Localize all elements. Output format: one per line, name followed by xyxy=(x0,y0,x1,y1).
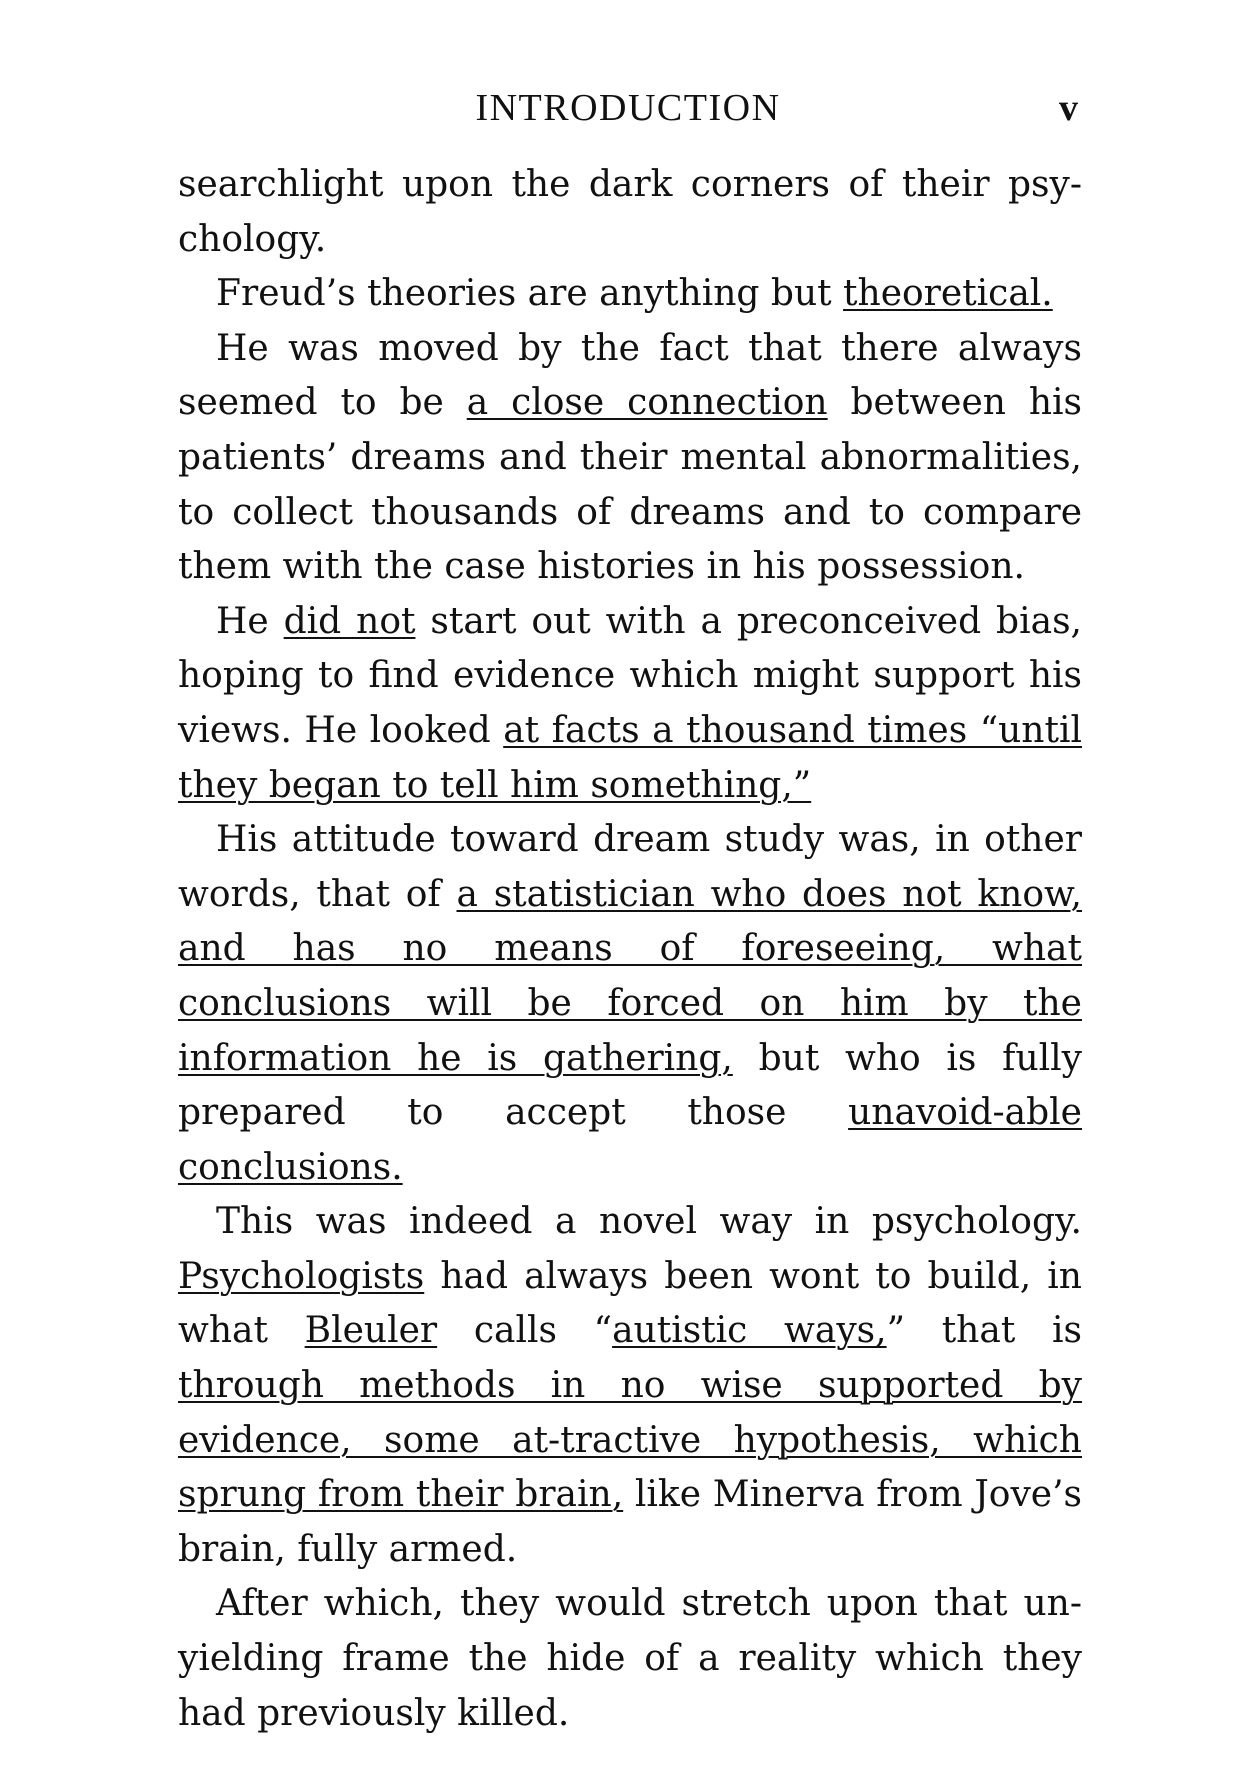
underlined-text: Bleuler xyxy=(304,1310,438,1352)
underlined-text: did not xyxy=(283,600,416,642)
paragraph xyxy=(178,1577,1082,1741)
underlined-text: at facts a thousand times “until they began to tell him something,” xyxy=(178,709,1082,806)
paragraph xyxy=(178,158,1082,267)
page-number: v xyxy=(1059,87,1078,129)
underlined-text: Psychologists xyxy=(178,1255,425,1297)
running-title: INTRODUCTION xyxy=(475,87,781,129)
underlined-text: theoretical. xyxy=(843,273,1053,315)
paragraph xyxy=(178,322,1082,595)
underlined-text: a statistician who does not know, and has no means of foreseeing, what conclusions will be forced on him by the information he is gathering, xyxy=(178,873,1082,1079)
paragraph xyxy=(178,267,1082,322)
text-segment: but who is fully prepared to accept those xyxy=(178,1037,1082,1134)
underlined-text: autistic ways, xyxy=(612,1310,887,1352)
text-segment: ” that is xyxy=(886,1310,1082,1352)
text-segment: Freud’s theories are anything but xyxy=(216,273,844,315)
text-segment: calls “ xyxy=(437,1310,613,1352)
text-segment: like Minerva from Jove’s brain, fully armed. xyxy=(178,1474,1083,1570)
text-segment: searchlight upon the dark corners of their psy-chology. xyxy=(178,164,1082,260)
text-segment: He xyxy=(216,600,284,642)
text-segment: He was moved by the fact that there always seemed to be xyxy=(178,327,1082,424)
underlined-text: unavoid-able conclusions. xyxy=(178,1092,1082,1188)
paragraph xyxy=(178,1195,1082,1577)
text-segment: between his patients’ dreams and their mental abnormalities, to collect thousands of dreams and to compare them with the case histories in his possession. xyxy=(178,382,1082,588)
paragraph xyxy=(178,595,1082,813)
underlined-text: a close connection xyxy=(466,382,828,424)
text-segment: had always been wont to build, in what xyxy=(178,1255,1082,1352)
text-segment: start out with a preconceived bias, hoping to find evidence which might support his views. He looked xyxy=(178,600,1082,751)
body-text xyxy=(178,158,1082,1741)
running-header xyxy=(178,86,1078,146)
text-segment: This was indeed a novel way in psychology. xyxy=(216,1201,1082,1243)
text-segment: After which, they would stretch upon that un-yielding frame the hide of a reality which they had previously killed. xyxy=(178,1583,1082,1734)
underlined-text: through methods in no wise supported by evidence, some at-tractive hypothesis, which sprung from their brain, xyxy=(178,1365,1082,1516)
text-segment: His attitude toward dream study was, in other words, that of xyxy=(178,819,1082,915)
paragraph xyxy=(178,813,1082,1195)
